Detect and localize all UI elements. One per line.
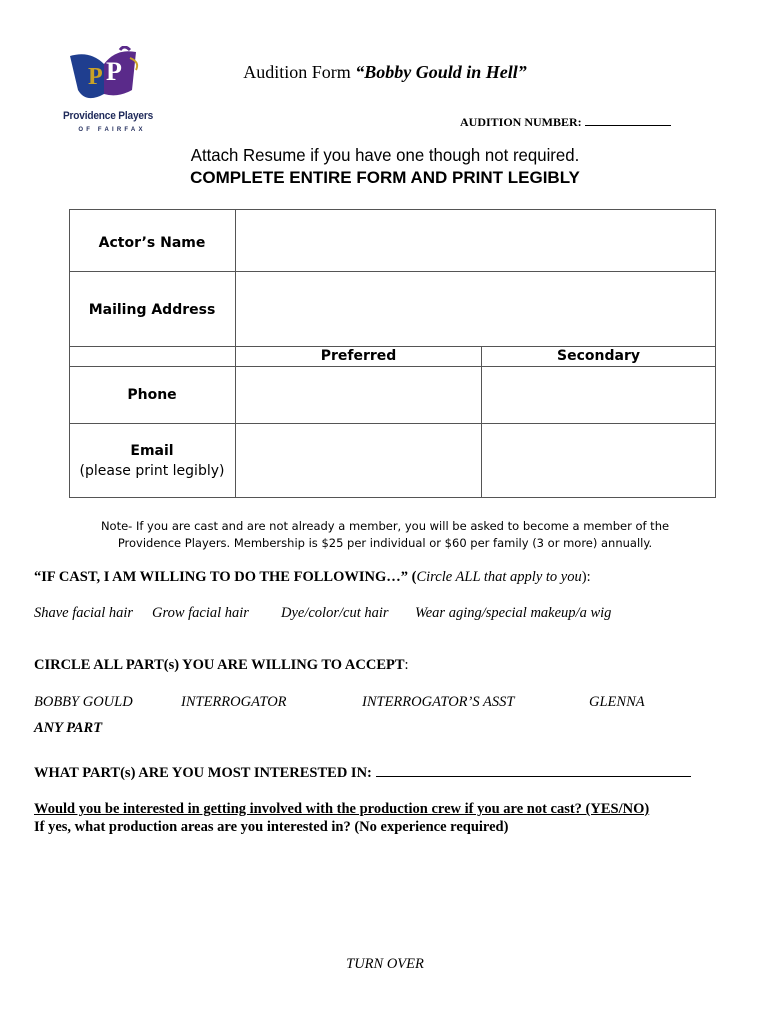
willing-option-grow[interactable]: Grow facial hair: [152, 605, 249, 621]
parts-heading: [34, 657, 409, 674]
crew-followup: If yes, what production areas are you interested in? (No experience required): [34, 819, 509, 835]
most-interested-label: WHAT PART(s) ARE YOU MOST INTERESTED IN:: [34, 765, 372, 781]
email-secondary-field[interactable]: [482, 424, 715, 497]
actors-name-label: Actor’s Name: [98, 235, 206, 251]
willing-option-dye[interactable]: Dye/color/cut hair: [281, 605, 389, 621]
logo-name: Providence Players: [62, 110, 154, 122]
actors-name-field[interactable]: [236, 210, 715, 271]
attach-resume-text: Attach Resume if you have one though not required.: [190, 145, 580, 165]
phone-secondary-field[interactable]: [482, 367, 715, 423]
willing-option-shave[interactable]: Shave facial hair: [34, 605, 134, 621]
most-interested: [34, 765, 691, 782]
mailing-address-field[interactable]: [236, 272, 715, 346]
audition-number-label: AUDITION NUMBER:: [460, 115, 582, 129]
phone-label: Phone: [127, 387, 177, 403]
willing-option-makeup[interactable]: Wear aging/special makeup/a wig: [415, 605, 612, 621]
turn-over: TURN OVER: [346, 956, 424, 972]
form-title: [0, 62, 770, 83]
audition-number: [460, 115, 671, 130]
part-glenna[interactable]: GLENNA: [589, 694, 645, 710]
part-bobby-gould[interactable]: BOBBY GOULD: [34, 694, 133, 710]
mailing-address-label: Mailing Address: [88, 302, 216, 318]
membership-note: [60, 518, 710, 552]
secondary-header: Secondary: [557, 348, 640, 364]
title-prefix: Audition Form: [243, 62, 356, 82]
parts-heading-text: CIRCLE ALL PART(s) YOU ARE WILLING TO ACCEPT: [34, 657, 405, 673]
complete-form-text: COMPLETE ENTIRE FORM AND PRINT LEGIBLY: [190, 168, 580, 187]
show-title: “Bobby Gould in Hell”: [355, 62, 527, 82]
part-any[interactable]: ANY PART: [34, 720, 103, 736]
email-label: Email: [130, 443, 174, 459]
phone-preferred-field[interactable]: [236, 367, 481, 423]
part-interrogator[interactable]: INTERROGATOR: [181, 694, 287, 710]
willing-heading: [34, 569, 591, 586]
email-note: (please print legibly): [79, 463, 225, 479]
willing-heading-text: “IF CAST, I AM WILLING TO DO THE FOLLOWING…” (: [34, 569, 417, 585]
part-interrogators-asst[interactable]: INTERROGATOR’S ASST: [362, 694, 515, 710]
preferred-header: Preferred: [320, 348, 397, 364]
parts-heading-end: :: [404, 657, 409, 673]
crew-areas-field[interactable]: [34, 840, 714, 940]
svg-text:P: P: [88, 64, 103, 90]
svg-text:P: P: [106, 57, 122, 86]
crew-question: Would you be interested in getting involved with the production crew if you are not cast? (YES/NO): [34, 801, 650, 817]
audition-number-field[interactable]: [585, 125, 671, 126]
most-interested-field[interactable]: [376, 776, 691, 777]
note-line-2: Providence Players. Membership is $25 per individual or $60 per family (3 or more) annually.: [117, 536, 653, 550]
willing-heading-italic: Circle ALL that apply to you: [416, 569, 582, 585]
email-preferred-field[interactable]: [236, 424, 481, 497]
note-line-1: Note- If you are cast and are not already a member, you will be asked to become a member of the: [100, 519, 670, 533]
willing-heading-end: ):: [581, 569, 591, 585]
logo-subtitle: OF FAIRFAX: [78, 127, 146, 133]
